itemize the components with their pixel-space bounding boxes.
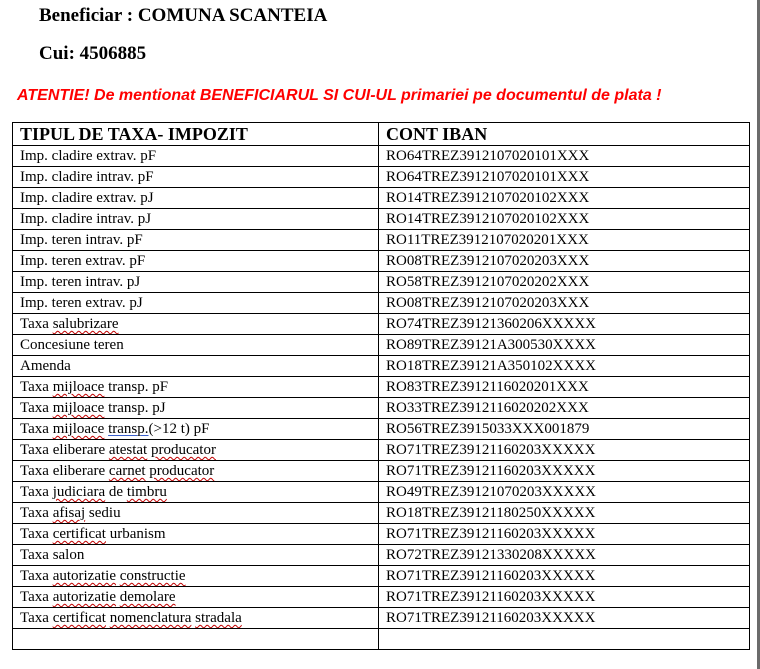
table-row [13, 356, 750, 377]
tax-type-cell: Taxa autorizatie demolare [13, 587, 379, 608]
table-row [13, 419, 750, 440]
iban-cell: RO71TREZ39121160203XXXXX [379, 440, 750, 461]
table-row [13, 587, 750, 608]
tax-type-cell: Imp. teren extrav. pF [13, 251, 379, 272]
tax-type-cell: Imp. teren intrav. pJ [13, 272, 379, 293]
table-row [13, 146, 750, 167]
iban-cell: RO64TREZ3912107020101XXX [379, 167, 750, 188]
table-row [13, 251, 750, 272]
iban-cell: RO71TREZ39121160203XXXXX [379, 461, 750, 482]
table-row [13, 314, 750, 335]
iban-cell: RO83TREZ3912116020201XXX [379, 377, 750, 398]
tax-type-cell: Imp. teren extrav. pJ [13, 293, 379, 314]
iban-cell: RO08TREZ3912107020203XXX [379, 293, 750, 314]
table-row [13, 629, 750, 650]
iban-cell: RO18TREZ39121A350102XXXX [379, 356, 750, 377]
iban-cell: RO71TREZ39121160203XXXXX [379, 587, 750, 608]
tax-type-cell: Taxa mijloace transp.(>12 t) pF [13, 419, 379, 440]
iban-cell: RO08TREZ3912107020203XXX [379, 251, 750, 272]
iban-cell: RO56TREZ3915033XXX001879 [379, 419, 750, 440]
tax-type-cell: Taxa eliberare carnet producator [13, 461, 379, 482]
tax-type-cell: Taxa mijloace transp. pF [13, 377, 379, 398]
table-row [13, 461, 750, 482]
iban-cell: RO58TREZ3912107020202XXX [379, 272, 750, 293]
tax-type-cell: Imp. cladire intrav. pJ [13, 209, 379, 230]
iban-cell: RO49TREZ39121070203XXXXX [379, 482, 750, 503]
tax-type-cell: Concesiune teren [13, 335, 379, 356]
table-row [13, 608, 750, 629]
tax-type-cell [13, 629, 379, 650]
tax-type-cell: Taxa eliberare atestat producator [13, 440, 379, 461]
table-row [13, 440, 750, 461]
tax-type-cell: Imp. teren intrav. pF [13, 230, 379, 251]
iban-cell [379, 629, 750, 650]
iban-cell: RO71TREZ39121160203XXXXX [379, 524, 750, 545]
iban-cell: RO11TREZ3912107020201XXX [379, 230, 750, 251]
tax-type-cell: Taxa afisaj sediu [13, 503, 379, 524]
tax-type-cell: Imp. cladire intrav. pF [13, 167, 379, 188]
tax-type-cell: Amenda [13, 356, 379, 377]
cui-line: Cui: 4506885 [39, 43, 147, 64]
tax-type-cell: Imp. cladire extrav. pF [13, 146, 379, 167]
table-row [13, 545, 750, 566]
iban-cell: RO33TREZ3912116020202XXX [379, 398, 750, 419]
beneficiary-line: Beneficiar : COMUNA SCANTEIA [39, 5, 328, 26]
table-row [13, 188, 750, 209]
iban-table [12, 122, 750, 650]
tax-type-cell: Taxa certificat nomenclatura stradala [13, 608, 379, 629]
tax-type-cell: Taxa salubrizare [13, 314, 379, 335]
table-row [13, 167, 750, 188]
table-row [13, 272, 750, 293]
table-header-row [13, 123, 750, 146]
iban-cell: RO64TREZ3912107020101XXX [379, 146, 750, 167]
table-row [13, 293, 750, 314]
tax-type-cell: Taxa certificat urbanism [13, 524, 379, 545]
table-row [13, 482, 750, 503]
tax-type-cell: Imp. cladire extrav. pJ [13, 188, 379, 209]
payment-warning: ATENTIE! De mentionat BENEFICIARUL SI CUI-UL primariei pe documentul de plata ! [17, 87, 662, 104]
table-row [13, 503, 750, 524]
table-row [13, 398, 750, 419]
tax-type-cell: Taxa salon [13, 545, 379, 566]
iban-cell: RO71TREZ39121160203XXXXX [379, 608, 750, 629]
iban-cell: RO14TREZ3912107020102XXX [379, 188, 750, 209]
table-row [13, 524, 750, 545]
tax-type-cell: Taxa autorizatie constructie [13, 566, 379, 587]
table-row [13, 209, 750, 230]
tax-type-cell: Taxa judiciara de timbru [13, 482, 379, 503]
iban-cell: RO89TREZ39121A300530XXXX [379, 335, 750, 356]
iban-cell: RO71TREZ39121160203XXXXX [379, 566, 750, 587]
header-tax-type: TIPUL DE TAXA- IMPOZIT [13, 123, 379, 146]
table-row [13, 335, 750, 356]
table-row [13, 377, 750, 398]
iban-cell: RO18TREZ39121180250XXXXX [379, 503, 750, 524]
header-iban: CONT IBAN [379, 123, 750, 146]
table-row [13, 230, 750, 251]
iban-cell: RO72TREZ39121330208XXXXX [379, 545, 750, 566]
iban-cell: RO14TREZ3912107020102XXX [379, 209, 750, 230]
table-row [13, 566, 750, 587]
tax-type-cell: Taxa mijloace transp. pJ [13, 398, 379, 419]
iban-cell: RO74TREZ39121360206XXXXX [379, 314, 750, 335]
